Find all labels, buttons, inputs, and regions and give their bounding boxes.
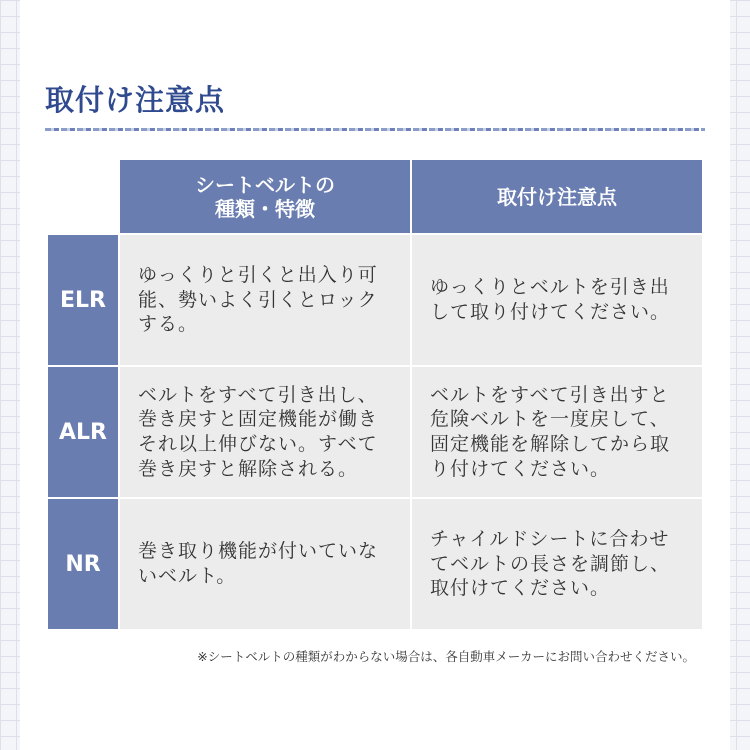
nr-caution (412, 499, 702, 629)
alr-caution (412, 367, 702, 497)
row-label-nr: NR (48, 499, 118, 629)
divider (45, 128, 705, 131)
cell-text: ゆっくりとベルトを引き出して取り付けてください。 (430, 276, 671, 323)
cell-text: 巻き取り機能が付いていないベルト。 (138, 540, 379, 587)
row-label-elr: ELR (48, 235, 118, 365)
row-label-alr: ALR (48, 367, 118, 497)
elr-feature (120, 235, 410, 365)
page-title: 取付け注意点 (45, 83, 226, 117)
footnote: ※シートベルトの種類がわからない場合は、各自動車メーカーにお問い合わせください。 (197, 649, 695, 664)
alr-feature (120, 367, 410, 497)
cell-text: チャイルドシートに合わせてベルトの長さを調節し、取付けてください。 (430, 527, 671, 600)
elr-caution (412, 235, 702, 365)
header-feature: シートベルトの 種類・特徴 (120, 160, 410, 233)
header-caution: 取付け注意点 (412, 160, 702, 233)
cell-text: ベルトをすべて引き出し、巻き戻すと固定機能が働きそれ以上伸びない。すべて巻き戻すと解除される。 (138, 383, 379, 480)
cell-text: ゆっくりと引くと出入り可能、勢いよく引くとロックする。 (138, 263, 378, 336)
nr-feature (120, 499, 410, 629)
cell-text: ベルトをすべて引き出すと危険ベルトを一度戻して、固定機能を解除してから取り付けてください。 (430, 383, 671, 480)
